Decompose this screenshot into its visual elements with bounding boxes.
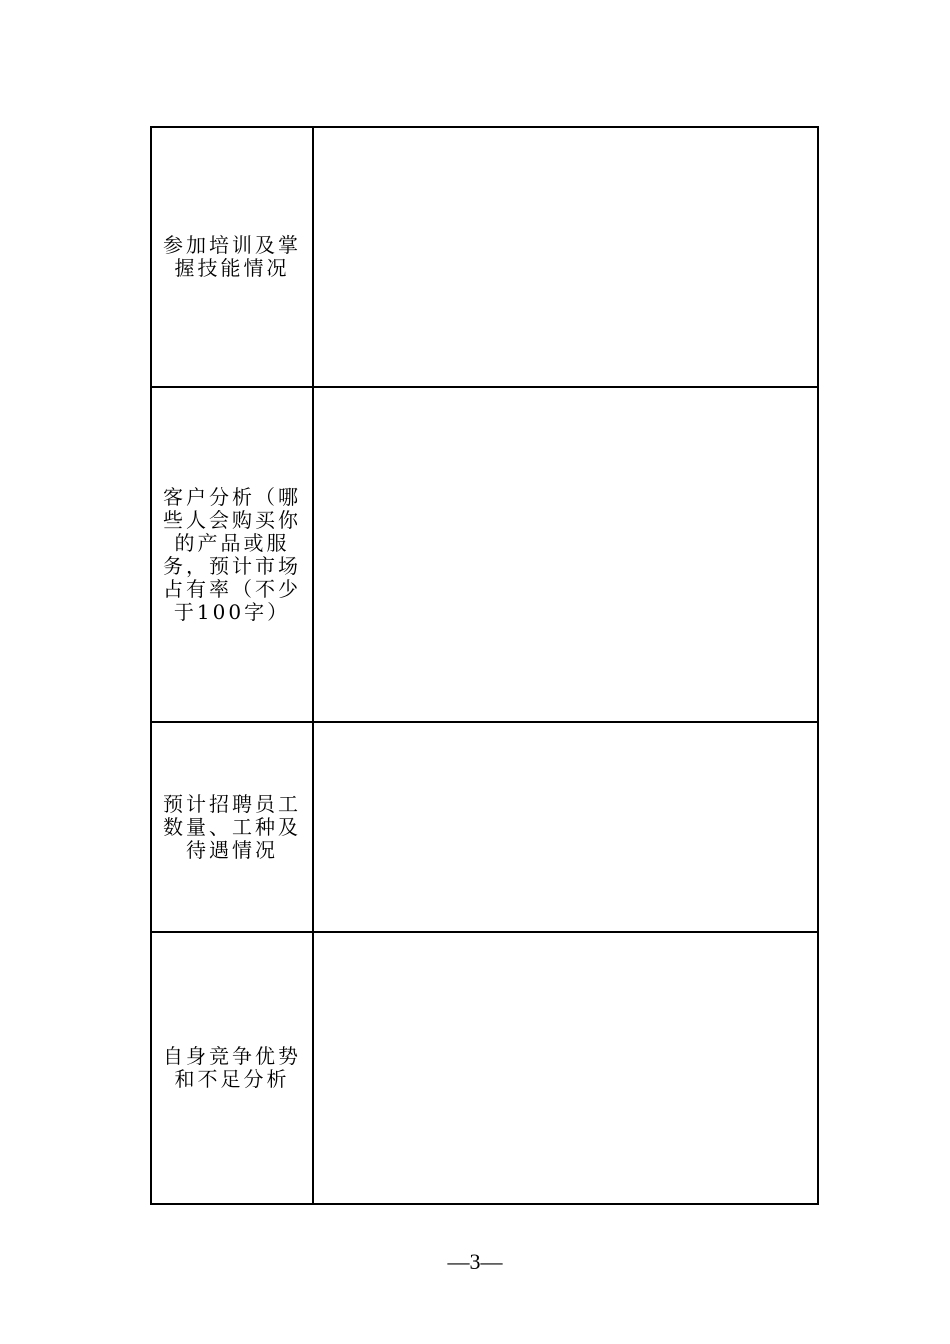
- customer-analysis-label: 客户分析（哪些人会购买你的产品或服务，预计市场占有率（不少于100字）: [163, 484, 301, 624]
- recruitment-field[interactable]: [313, 722, 818, 932]
- training-skills-label: 参加培训及掌握技能情况: [163, 233, 301, 280]
- training-skills-field[interactable]: [313, 127, 818, 387]
- form-row-recruitment: [151, 722, 818, 932]
- form-row-competitive-analysis: [151, 932, 818, 1204]
- competitive-analysis-label: 自身竞争优势和不足分析: [163, 1044, 301, 1091]
- row-label-cell: [151, 127, 313, 387]
- recruitment-label: 预计招聘员工数量、工种及待遇情况: [163, 791, 301, 862]
- row-label-cell: [151, 932, 313, 1204]
- form-row-customer-analysis: [151, 387, 818, 722]
- row-label-cell: [151, 387, 313, 722]
- customer-analysis-field[interactable]: [313, 387, 818, 722]
- competitive-analysis-field[interactable]: [313, 932, 818, 1204]
- application-form-table: [150, 126, 819, 1205]
- page-number: —3—: [447, 1249, 503, 1274]
- row-label-cell: [151, 722, 313, 932]
- form-row-training-skills: [151, 127, 818, 387]
